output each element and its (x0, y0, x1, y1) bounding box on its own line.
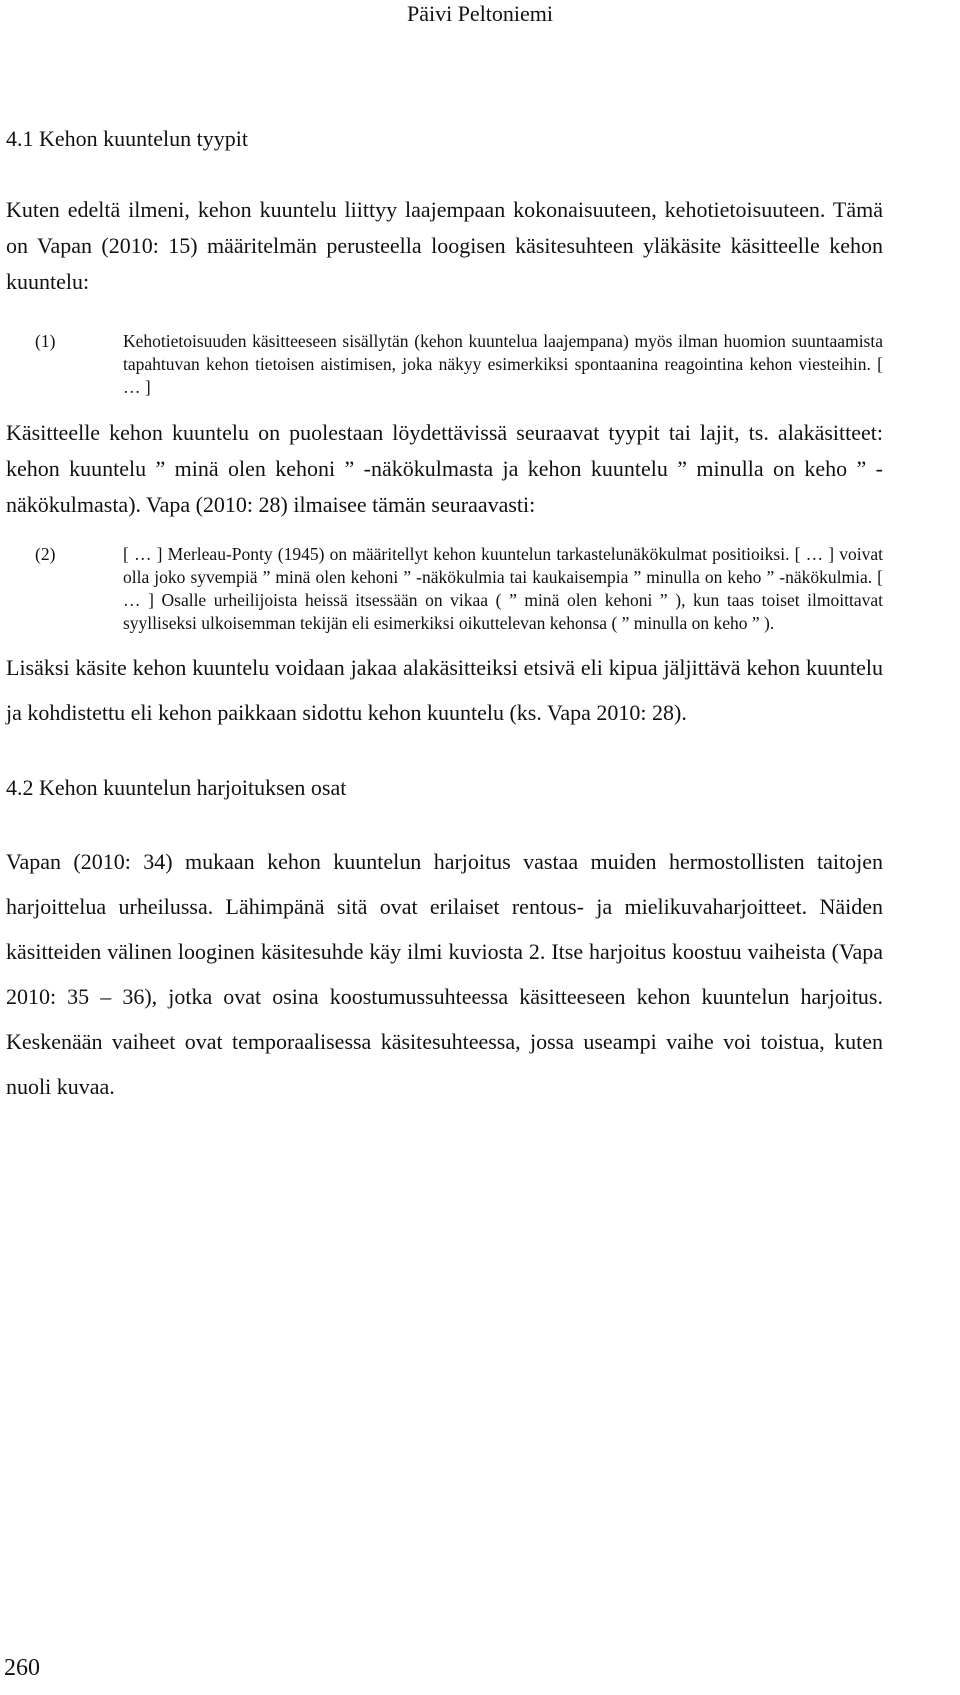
block-quote-1 (35, 330, 883, 399)
page-number: 260 (4, 1655, 40, 1681)
paragraph: Lisäksi käsite kehon kuuntelu voidaan jakaa alakäsitteiksi etsivä eli kipua jäljittävä kehon kuuntelu ja kohdistettu eli kehon paikkaan sidottu kehon kuuntelu (ks. Vapa 2010: 28). (6, 655, 883, 725)
paragraph: Vapan (2010: 34) mukaan kehon kuuntelun harjoitus vastaa muiden hermostollisten taitojen harjoittelua urheilussa. Lähimpänä sitä ovat erilaiset rentous- ja mielikuvaharjoitteet. Näiden käsitteiden välinen looginen käsitesuhde käy ilmi kuviosta 2. Itse harjoitus koostuu vaiheista (Vapa 2010: 35 – 36), jotka ovat osina koostumussuhteessa käsitteeseen kehon kuuntelun harjoitus. Keskenään vaiheet ovat temporaalisessa käsitesuhteessa, jossa useampi vaihe voi toistua, kuten nuoli kuvaa. (6, 849, 883, 1099)
quote-text: Kehotietoisuuden käsitteeseen sisällytän (kehon kuuntelua laajempana) myös ilman huomion suuntaamista tapahtuvan kehon tietoisen aistimisen, joka näkyy esimerkiksi spontaanina reagointina kehon viesteihin. [ … ] (123, 331, 883, 397)
quote-text: [ … ] Merleau-Ponty (1945) on määritellyt kehon kuuntelun tarkastelunäkökulmat positioiksi. [ … ] voivat olla joko syvempiä ” minä olen kehoni ” -näkökulmia tai kaukaisempia ” minulla on keho ” -näkökulmia. [ … ] Osalle urheilijoista heissä itsessään on vikaa ( ” minä olen kehoni ” ), kun taas toiset ilmoittavat syylliseksi ulkoisemman tekijän eli esimerkiksi oikuttelevan kehonsa ( ” minulla on keho ” ). (123, 544, 883, 633)
quote-number: (2) (35, 544, 56, 564)
block-quote-2 (35, 543, 883, 635)
section-heading-4-2: 4.2 Kehon kuuntelun harjoituksen osat (6, 775, 347, 800)
running-header-author: Päivi Peltoniemi (406, 1, 554, 26)
paragraph: Käsitteelle kehon kuuntelu on puolestaan löydettävissä seuraavat tyypit tai lajit, ts. alakäsitteet: kehon kuuntelu ” minä olen kehoni ” -näkökulmasta ja kehon kuuntelu ” minulla on keho ” -näkökulmasta). Vapa (2010: 28) ilmaisee tämän seuraavasti: (6, 420, 883, 517)
page-body (6, 124, 883, 1109)
quote-number: (1) (35, 331, 56, 351)
paragraph: Kuten edeltä ilmeni, kehon kuuntelu liittyy laajempaan kokonaisuuteen, kehotietoisuuteen. Tämä on Vapan (2010: 15) määritelmän perusteella loogisen käsitesuhteen yläkäsite käsitteelle kehon kuuntelu: (6, 197, 883, 294)
section-heading-4-1: 4.1 Kehon kuuntelun tyypit (6, 126, 248, 151)
